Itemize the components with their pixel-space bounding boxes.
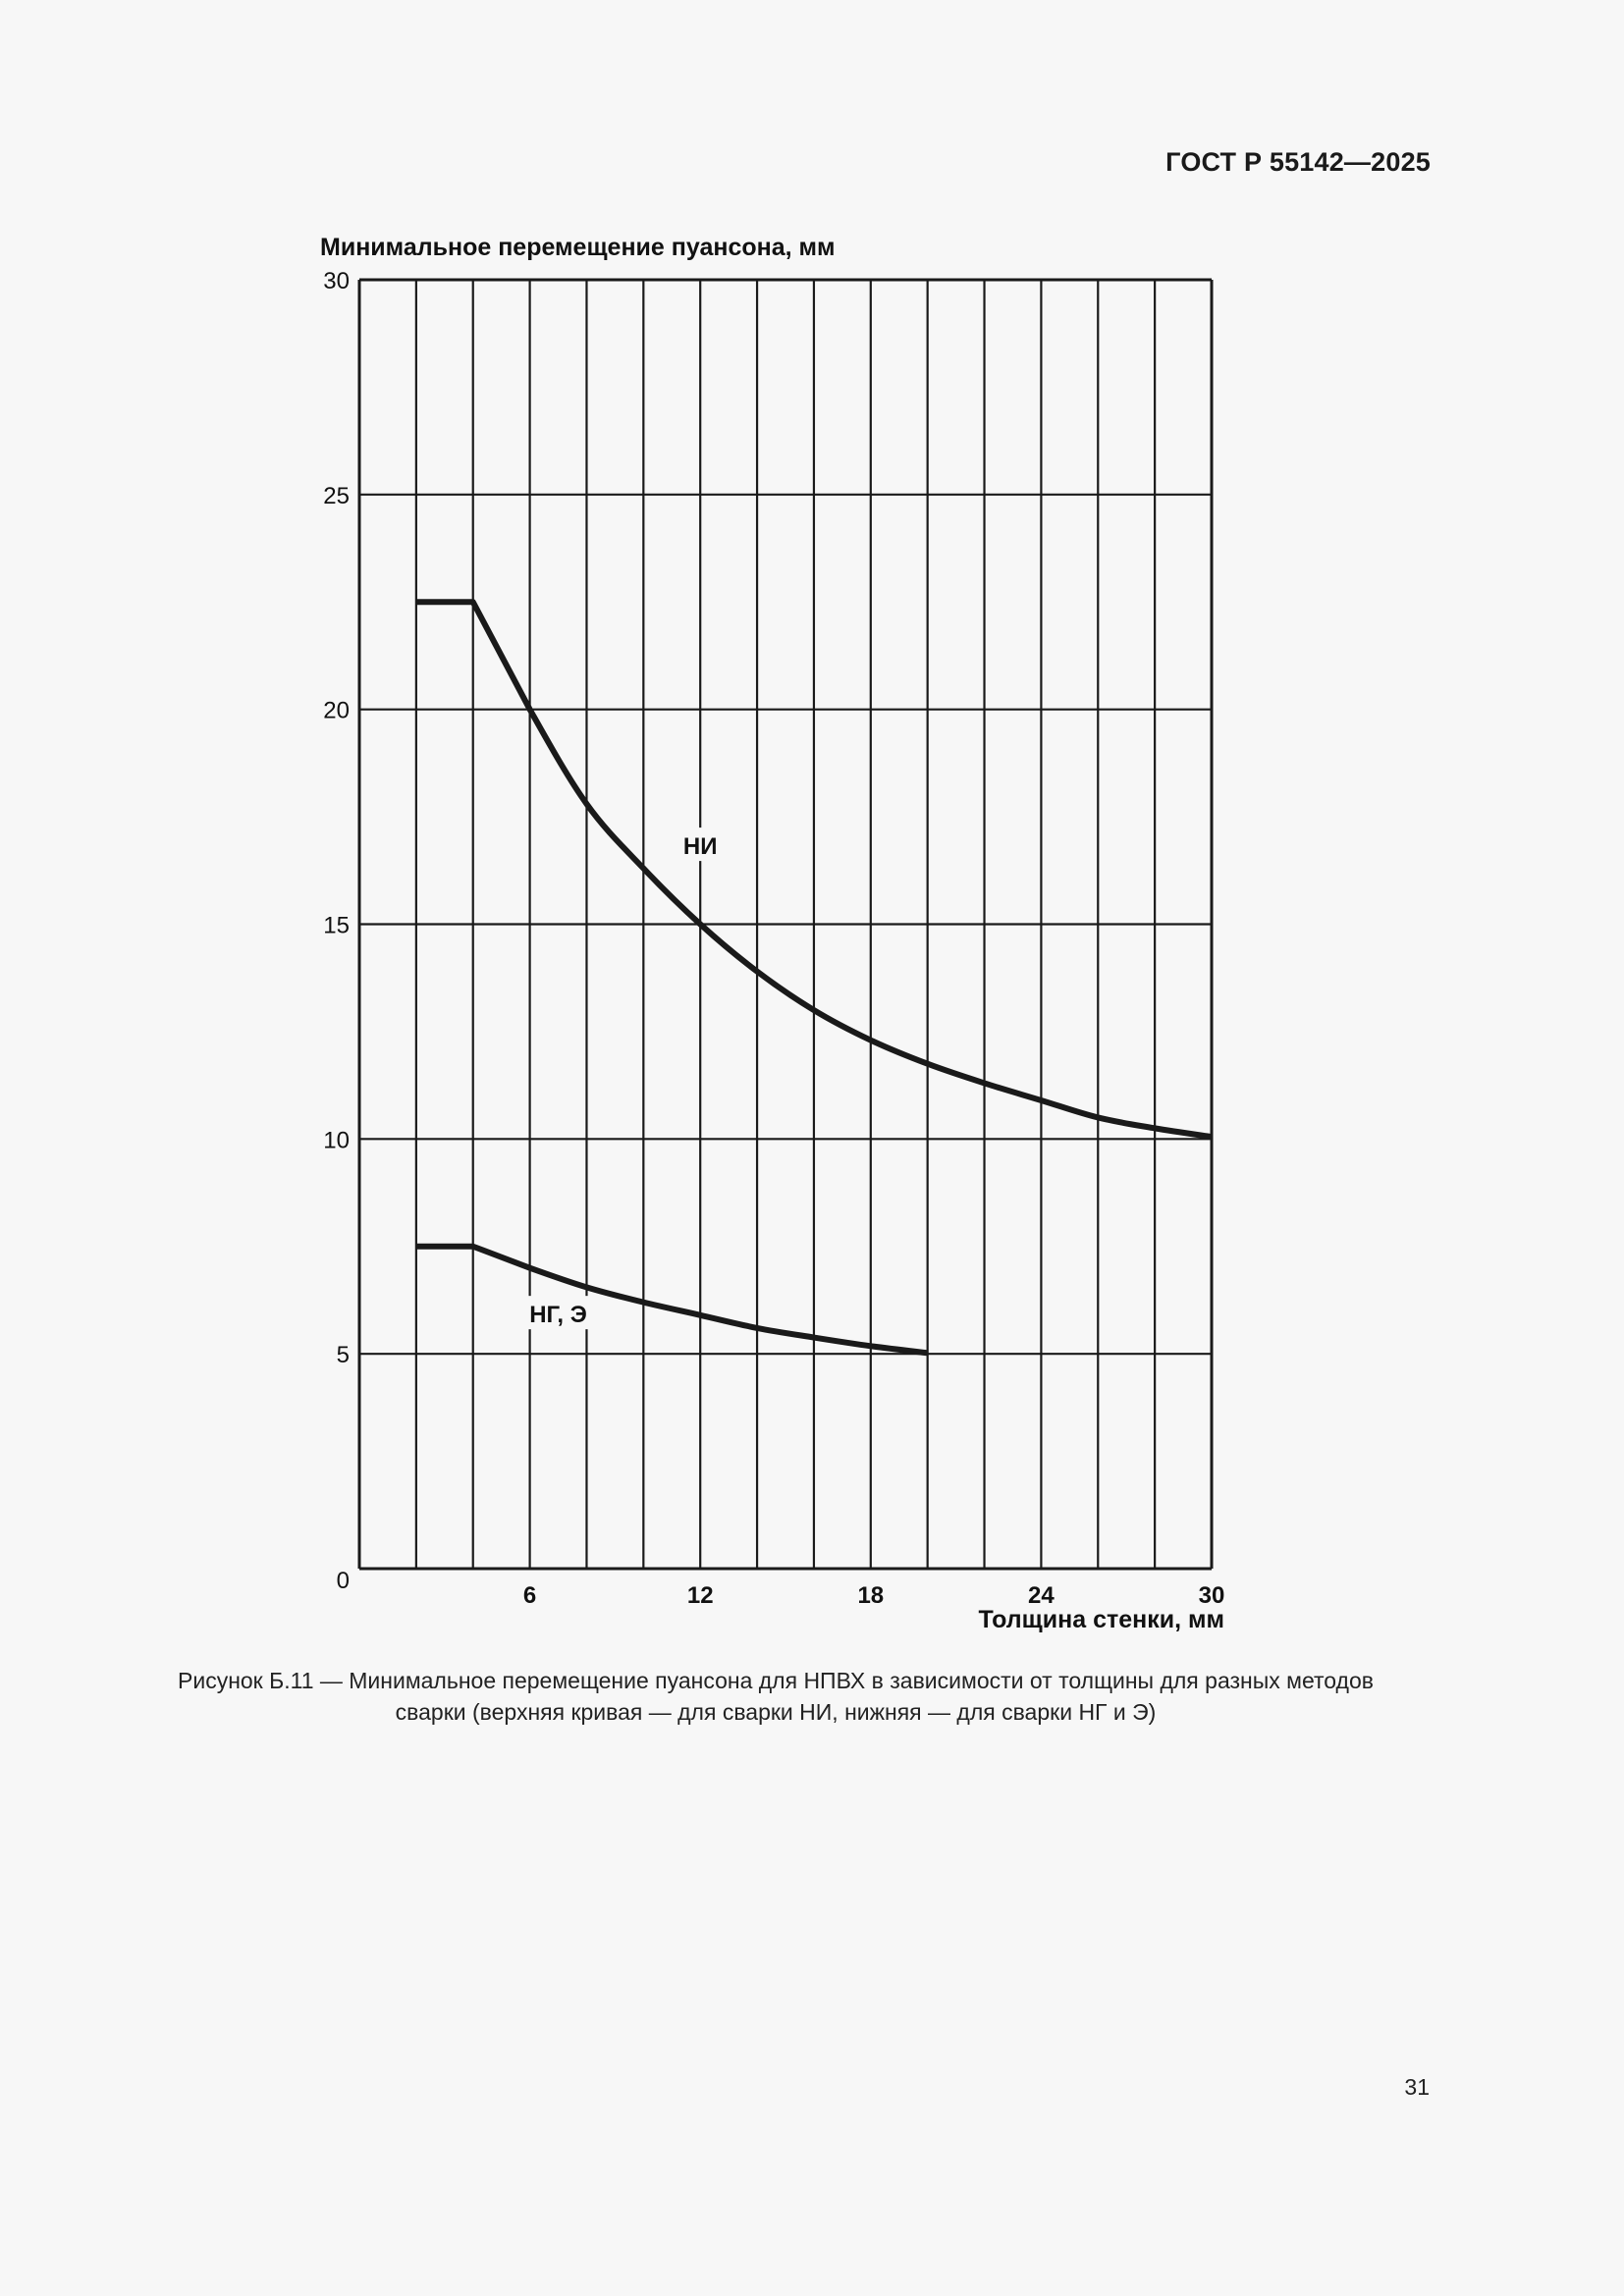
document-header: ГОСТ Р 55142—2025 <box>1165 147 1431 177</box>
series-line-ng-e <box>416 1247 928 1354</box>
x-tick-label: 24 <box>1028 1582 1055 1609</box>
y-tick-label: 25 <box>323 482 350 509</box>
chart-grid <box>359 280 1212 1569</box>
annotation-ng-e: НГ, Э <box>529 1302 587 1329</box>
caption-line-1: Рисунок Б.11 — Минимальное перемещение пуансона для НПВХ в зависимости от толщины для разных методов <box>178 1668 1374 1693</box>
page-number: 31 <box>1404 2074 1430 2100</box>
y-tick-label: 0 <box>336 1568 350 1594</box>
x-tick-label: 12 <box>686 1582 714 1609</box>
chart-ticks <box>323 268 1224 1609</box>
y-tick-label: 10 <box>323 1127 350 1154</box>
x-tick-label: 18 <box>857 1582 885 1609</box>
figure-caption <box>98 1665 1453 1728</box>
y-tick-label: 5 <box>336 1342 350 1369</box>
caption-line-2: сварки (верхняя кривая — для сварки НИ, нижняя — для сварки НГ и Э) <box>395 1699 1157 1725</box>
x-axis-label: Толщина стенки, мм <box>978 1606 1224 1633</box>
x-tick-label: 30 <box>1198 1582 1225 1609</box>
x-tick-label: 6 <box>522 1582 537 1609</box>
y-tick-label: 20 <box>323 697 350 724</box>
y-tick-label: 30 <box>323 268 350 294</box>
y-axis-label: Минимальное перемещение пуансона, мм <box>320 234 836 261</box>
annotation-ni: НИ <box>682 833 718 861</box>
y-tick-label: 15 <box>323 912 350 939</box>
